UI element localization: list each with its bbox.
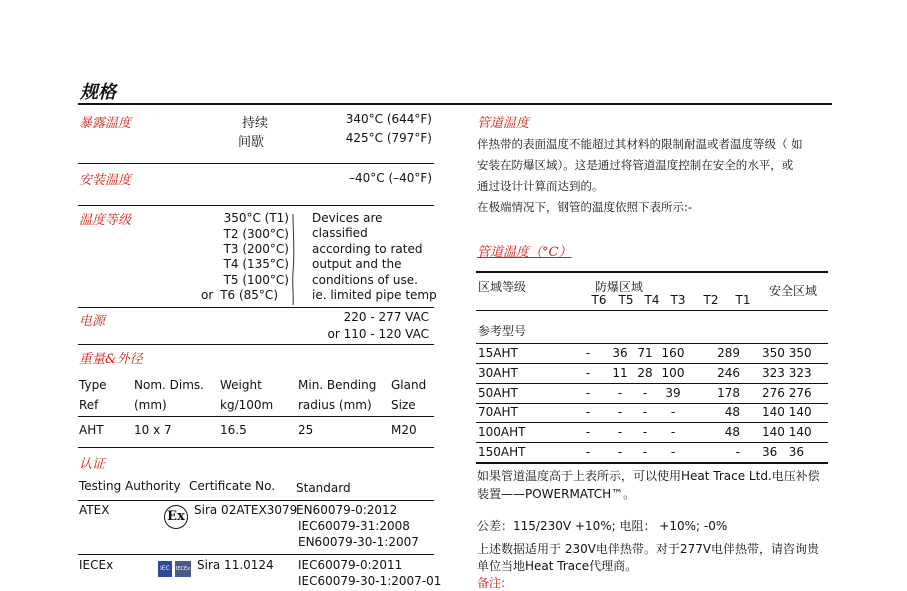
table-row-name: 150AHT xyxy=(478,445,526,459)
applic-line-1: 上述数据适用于 230V电伴热带。对于277V电伴热带，请咨询贵 xyxy=(477,542,820,556)
power-line-2: or 110 - 120 VAC xyxy=(327,327,429,341)
bracket-line xyxy=(289,212,297,307)
pipe-temp-heading: 管道温度 xyxy=(477,116,530,131)
table-cell: 323 323 xyxy=(762,365,812,380)
tclass-value-3: T4 (135°C) xyxy=(223,257,289,271)
table-cell: - xyxy=(585,445,591,459)
divider xyxy=(78,500,434,501)
table-cell: - xyxy=(617,425,623,440)
row-divider xyxy=(476,383,828,384)
table-cell: - xyxy=(585,425,591,440)
iecex-logo-icon: IECEx xyxy=(175,561,191,577)
weight-col-gland-2: Size xyxy=(391,398,416,412)
table-cell: 48 xyxy=(724,405,740,420)
table-cell: 39 xyxy=(665,385,681,400)
cert-atex-standard-2: EN60079-30-1:2007 xyxy=(298,535,419,549)
divider xyxy=(476,310,828,311)
zone-label: 区域等级 xyxy=(478,280,527,294)
tclass-note-1: classified xyxy=(312,226,368,240)
weight-heading: 重量&外径 xyxy=(79,352,143,367)
table-cell: - xyxy=(585,365,591,380)
row-divider xyxy=(476,462,828,464)
table-cell: 100 xyxy=(661,365,685,380)
row-divider xyxy=(476,422,828,423)
table-cell: 178 xyxy=(717,385,740,400)
tclass-value-2: T3 (200°C) xyxy=(223,242,289,256)
weight-col-dims-2: (mm) xyxy=(134,398,167,412)
table-row-name: 30AHT xyxy=(478,365,518,380)
cert-heading: 认证 xyxy=(79,457,106,472)
table-cell: 28 xyxy=(637,365,653,380)
exposure-continuous-label: 持续 xyxy=(242,116,269,131)
pipe-para-line-0: 伴热带的表面温度不能超过其材料的限制耐温或者温度等级（ 如 xyxy=(477,137,803,151)
divider xyxy=(78,447,434,448)
table-cell: 36 36 xyxy=(762,445,804,459)
table-cell: - xyxy=(735,445,740,459)
table-cell: - xyxy=(585,385,591,400)
remark-label: 备注: xyxy=(477,576,506,590)
cert-iecex-name: IECEx xyxy=(79,558,114,572)
table-cell: - xyxy=(617,385,623,400)
weight-col-gland: Gland xyxy=(391,378,427,392)
cert-atex-standard-1: IEC60079-31:2008 xyxy=(298,519,410,533)
install-heading: 安装温度 xyxy=(79,173,132,188)
table-cell: 140 140 xyxy=(762,425,812,440)
cert-iecex-number: Sira 11.0124 xyxy=(197,558,274,572)
cert-col-authority: Testing Authority xyxy=(79,479,181,493)
applic-line-2: 单位当地Heat Trace代理商。 xyxy=(477,559,638,573)
cert-iecex-standard-0: IEC60079-0:2011 xyxy=(298,558,403,572)
exposure-continuous-value: 340°C (644°F) xyxy=(345,112,432,126)
table-row-name: 50AHT xyxy=(478,385,518,400)
table-cell: 71 xyxy=(637,346,653,360)
table-cell: - xyxy=(642,405,648,420)
t-col-header: T4 xyxy=(644,293,660,307)
row-divider xyxy=(476,442,828,443)
pipe-para-extreme: 在极端情况下，钢管的温度依照下表所示:- xyxy=(477,200,693,214)
table-cell: - xyxy=(642,445,648,459)
table-cell: - xyxy=(642,425,648,440)
weight-col-bending-2: radius (mm) xyxy=(298,398,372,412)
t-col-header: T6 xyxy=(591,293,607,307)
table-cell: - xyxy=(670,445,676,459)
weight-row-weight: 16.5 xyxy=(220,423,247,437)
pipe-para-line-2: 通过设计计算而达到的。 xyxy=(477,179,604,193)
divider xyxy=(476,343,828,344)
tclass-value-5: T6 (85°C) xyxy=(220,288,278,302)
divider xyxy=(78,554,434,555)
ex-logo-icon: Ex xyxy=(164,505,188,529)
ref-label: 参考型号 xyxy=(478,324,527,338)
table-top-rule xyxy=(476,271,828,273)
tclass-note-2: according to rated xyxy=(312,242,423,256)
table-cell: 160 xyxy=(661,346,685,360)
table-cell: - xyxy=(670,405,676,420)
cert-atex-name: ATEX xyxy=(79,503,110,517)
note-line-1: 如果管道温度高于上表所示，可以使用Heat Trace Ltd.电压补偿 xyxy=(477,469,820,483)
t-col-header: T2 xyxy=(703,293,719,307)
install-value: –40°C (–40°F) xyxy=(349,171,432,185)
tclass-heading: 温度等级 xyxy=(79,213,132,228)
table-cell: - xyxy=(585,405,591,420)
table-cell: 140 140 xyxy=(762,405,812,420)
tolerance-line: 公差：115/230V +10%; 电阻： +10%; -0% xyxy=(477,519,728,533)
cert-col-standard: Standard xyxy=(296,481,351,495)
weight-col-weight: Weight xyxy=(220,378,262,392)
tclass-note-0: Devices are xyxy=(312,211,383,225)
iec-logo-icon: IEC xyxy=(158,561,172,577)
cert-atex-standard-0: EN60079-0:2012 xyxy=(296,503,398,517)
row-divider xyxy=(476,363,828,364)
safe-label: 安全区域 xyxy=(769,284,818,298)
weight-row-gland: M20 xyxy=(391,423,417,437)
table-cell: 36 xyxy=(612,346,628,360)
table-row-name: 100AHT xyxy=(478,425,526,440)
tclass-note-5: ie. limited pipe temp xyxy=(312,288,437,302)
exposure-heading: 暴露温度 xyxy=(79,116,132,131)
page-title: 规格 xyxy=(80,82,116,103)
note-line-2: 装置——POWERMATCH™。 xyxy=(477,487,636,501)
power-line-1: 220 - 277 VAC xyxy=(343,310,429,324)
table-cell: - xyxy=(642,385,648,400)
divider xyxy=(78,205,434,206)
tclass-value-0: 350°C (T1) xyxy=(223,211,289,225)
exposure-intermittent-value: 425°C (797°F) xyxy=(345,131,432,145)
pipe-para-line-1: 安装在防爆区域）。这是通过将管道温度控制在安全的水平，或 xyxy=(477,158,794,172)
weight-col-bending: Min. Bending xyxy=(298,378,377,392)
t-col-header: T3 xyxy=(670,293,686,307)
table-cell: - xyxy=(670,425,676,440)
tclass-or: or xyxy=(201,288,214,302)
pipe-table-heading: 管道温度（°C） xyxy=(477,245,572,260)
divider xyxy=(78,416,434,417)
table-cell: 350 350 xyxy=(762,346,812,360)
weight-row-bending: 25 xyxy=(298,423,314,437)
t-col-header: T1 xyxy=(735,293,751,307)
table-row-name: 15AHT xyxy=(478,346,518,360)
tclass-value-4: T5 (100°C) xyxy=(223,273,289,287)
cert-atex-number: Sira 02ATEX3079 xyxy=(194,503,298,517)
tclass-value-1: T2 (300°C) xyxy=(223,227,289,241)
table-cell: - xyxy=(617,405,623,420)
power-heading: 电源 xyxy=(79,314,106,329)
divider xyxy=(78,307,434,308)
divider xyxy=(78,163,434,164)
cert-iecex-standard-1: IEC60079-30-1:2007-01 xyxy=(298,574,442,588)
weight-col-dims: Nom. Dims. xyxy=(134,378,204,392)
exposure-intermittent-label: 间歇 xyxy=(238,135,265,150)
weight-row-type: AHT xyxy=(79,423,104,437)
table-cell: - xyxy=(617,445,623,459)
divider xyxy=(78,344,434,345)
table-cell: - xyxy=(585,346,591,360)
table-cell: 289 xyxy=(717,346,740,360)
table-cell: 11 xyxy=(612,365,628,380)
t-col-header: T5 xyxy=(618,293,634,307)
tclass-note-4: conditions of use. xyxy=(312,273,418,287)
row-divider xyxy=(476,403,828,404)
weight-row-dims: 10 x 7 xyxy=(134,423,172,437)
tclass-note-3: output and the xyxy=(312,257,402,271)
weight-col-type: Type xyxy=(79,378,107,392)
cert-col-number: Certificate No. xyxy=(189,479,276,493)
weight-col-weight-2: kg/100m xyxy=(220,398,274,412)
table-cell: 246 xyxy=(717,365,740,380)
hazard-label: 防爆区域 xyxy=(595,280,644,294)
table-cell: 276 276 xyxy=(762,385,812,400)
table-cell: 48 xyxy=(724,425,740,440)
table-row-name: 70AHT xyxy=(478,405,518,420)
title-rule xyxy=(78,103,832,105)
weight-col-type-2: Ref xyxy=(79,398,99,412)
